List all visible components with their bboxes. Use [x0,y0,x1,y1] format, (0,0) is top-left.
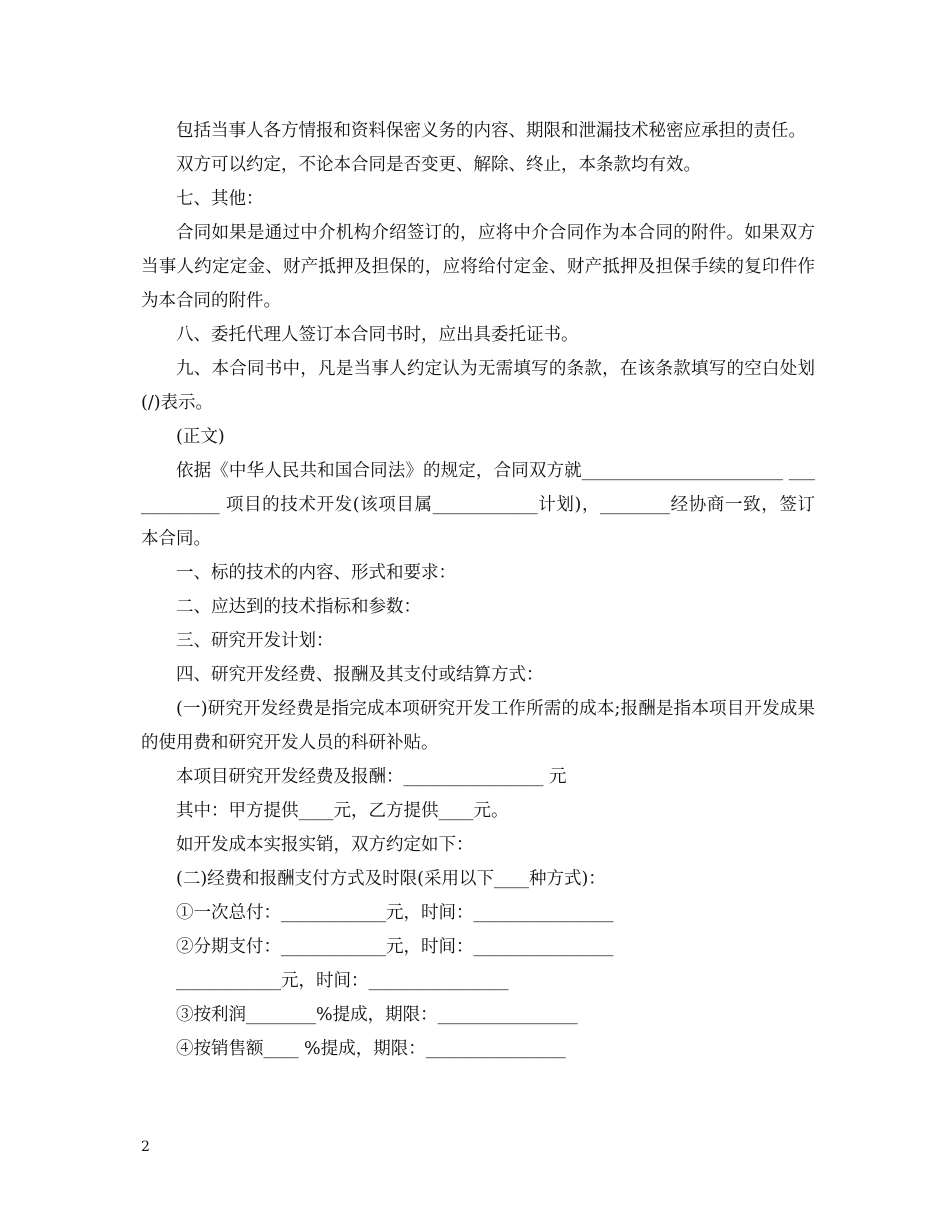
paragraph-funding-amount: 本项目研究开发经费及报酬：________________ 元 [176,767,567,787]
payment-option-installment: ②分期支付：____________元，时间：________________ [176,937,614,957]
paragraph-payment-method: (二)经费和报酬支付方式及时限(采用以下____种方式)： [176,869,606,889]
paragraph-clause-validity: 双方可以约定，不论本合同是否变更、解除、终止，本条款均有效。 [176,155,701,175]
section-heading-main-text: (正文) [176,427,225,447]
payment-option-lump-sum: ①一次总付：____________元，时间：________________ [176,903,614,923]
section-heading-subject-content: 一、标的技术的内容、形式和要求： [176,563,456,583]
payment-option-profit-share: ③按利润________%提成，期限：________________ [176,1005,578,1025]
section-heading-funding: 四、研究开发经费、报酬及其支付或结算方式： [176,665,544,685]
section-heading-development-plan: 三、研究开发计划： [176,631,334,651]
paragraph-actual-cost: 如开发成本实报实销，双方约定如下： [176,835,474,855]
page-number: 2 [141,1139,150,1155]
paragraph-funding-definition: (一)研究开发经费是指完成本项研究开发工作所需的成本;报酬是指本项目开发成果的使用费和研究开发人员的科研补贴。 [141,699,815,753]
section-heading-other: 七、其他： [176,189,264,209]
paragraph-confidentiality-scope: 包括当事人各方情报和资料保密义务的内容、期限和泄漏技术秘密应承担的责任。 [176,121,806,141]
paragraph-funding-split: 其中：甲方提供____元，乙方提供____元。 [176,801,509,821]
payment-option-installment-continued: ____________元，时间：________________ [176,971,509,991]
document-body [141,114,815,1066]
section-heading-technical-indicators: 二、应达到的技术指标和参数： [176,597,421,617]
paragraph-blank-marking: 九、本合同书中，凡是当事人约定认为无需填写的条款，在该条款填写的空白处划(/)表示。 [141,359,815,413]
payment-option-sales-share: ④按销售额____ %提成，期限：________________ [176,1039,566,1059]
paragraph-agent-certificate: 八、委托代理人签订本合同书时，应出具委托证书。 [176,325,579,345]
paragraph-attachments: 合同如果是通过中介机构介绍签订的，应将中介合同作为本合同的附件。如果双方当事人约定定金、财产抵押及担保的，应将给付定金、财产抵押及担保手续的复印件作为本合同的附件。 [141,223,815,311]
paragraph-contract-basis: 依据《中华人民共和国合同法》的规定，合同双方就_______________________ ____________ 项目的技术开发(该项目属____________计划)，________经协商一致，签订本合同。 [141,461,815,549]
